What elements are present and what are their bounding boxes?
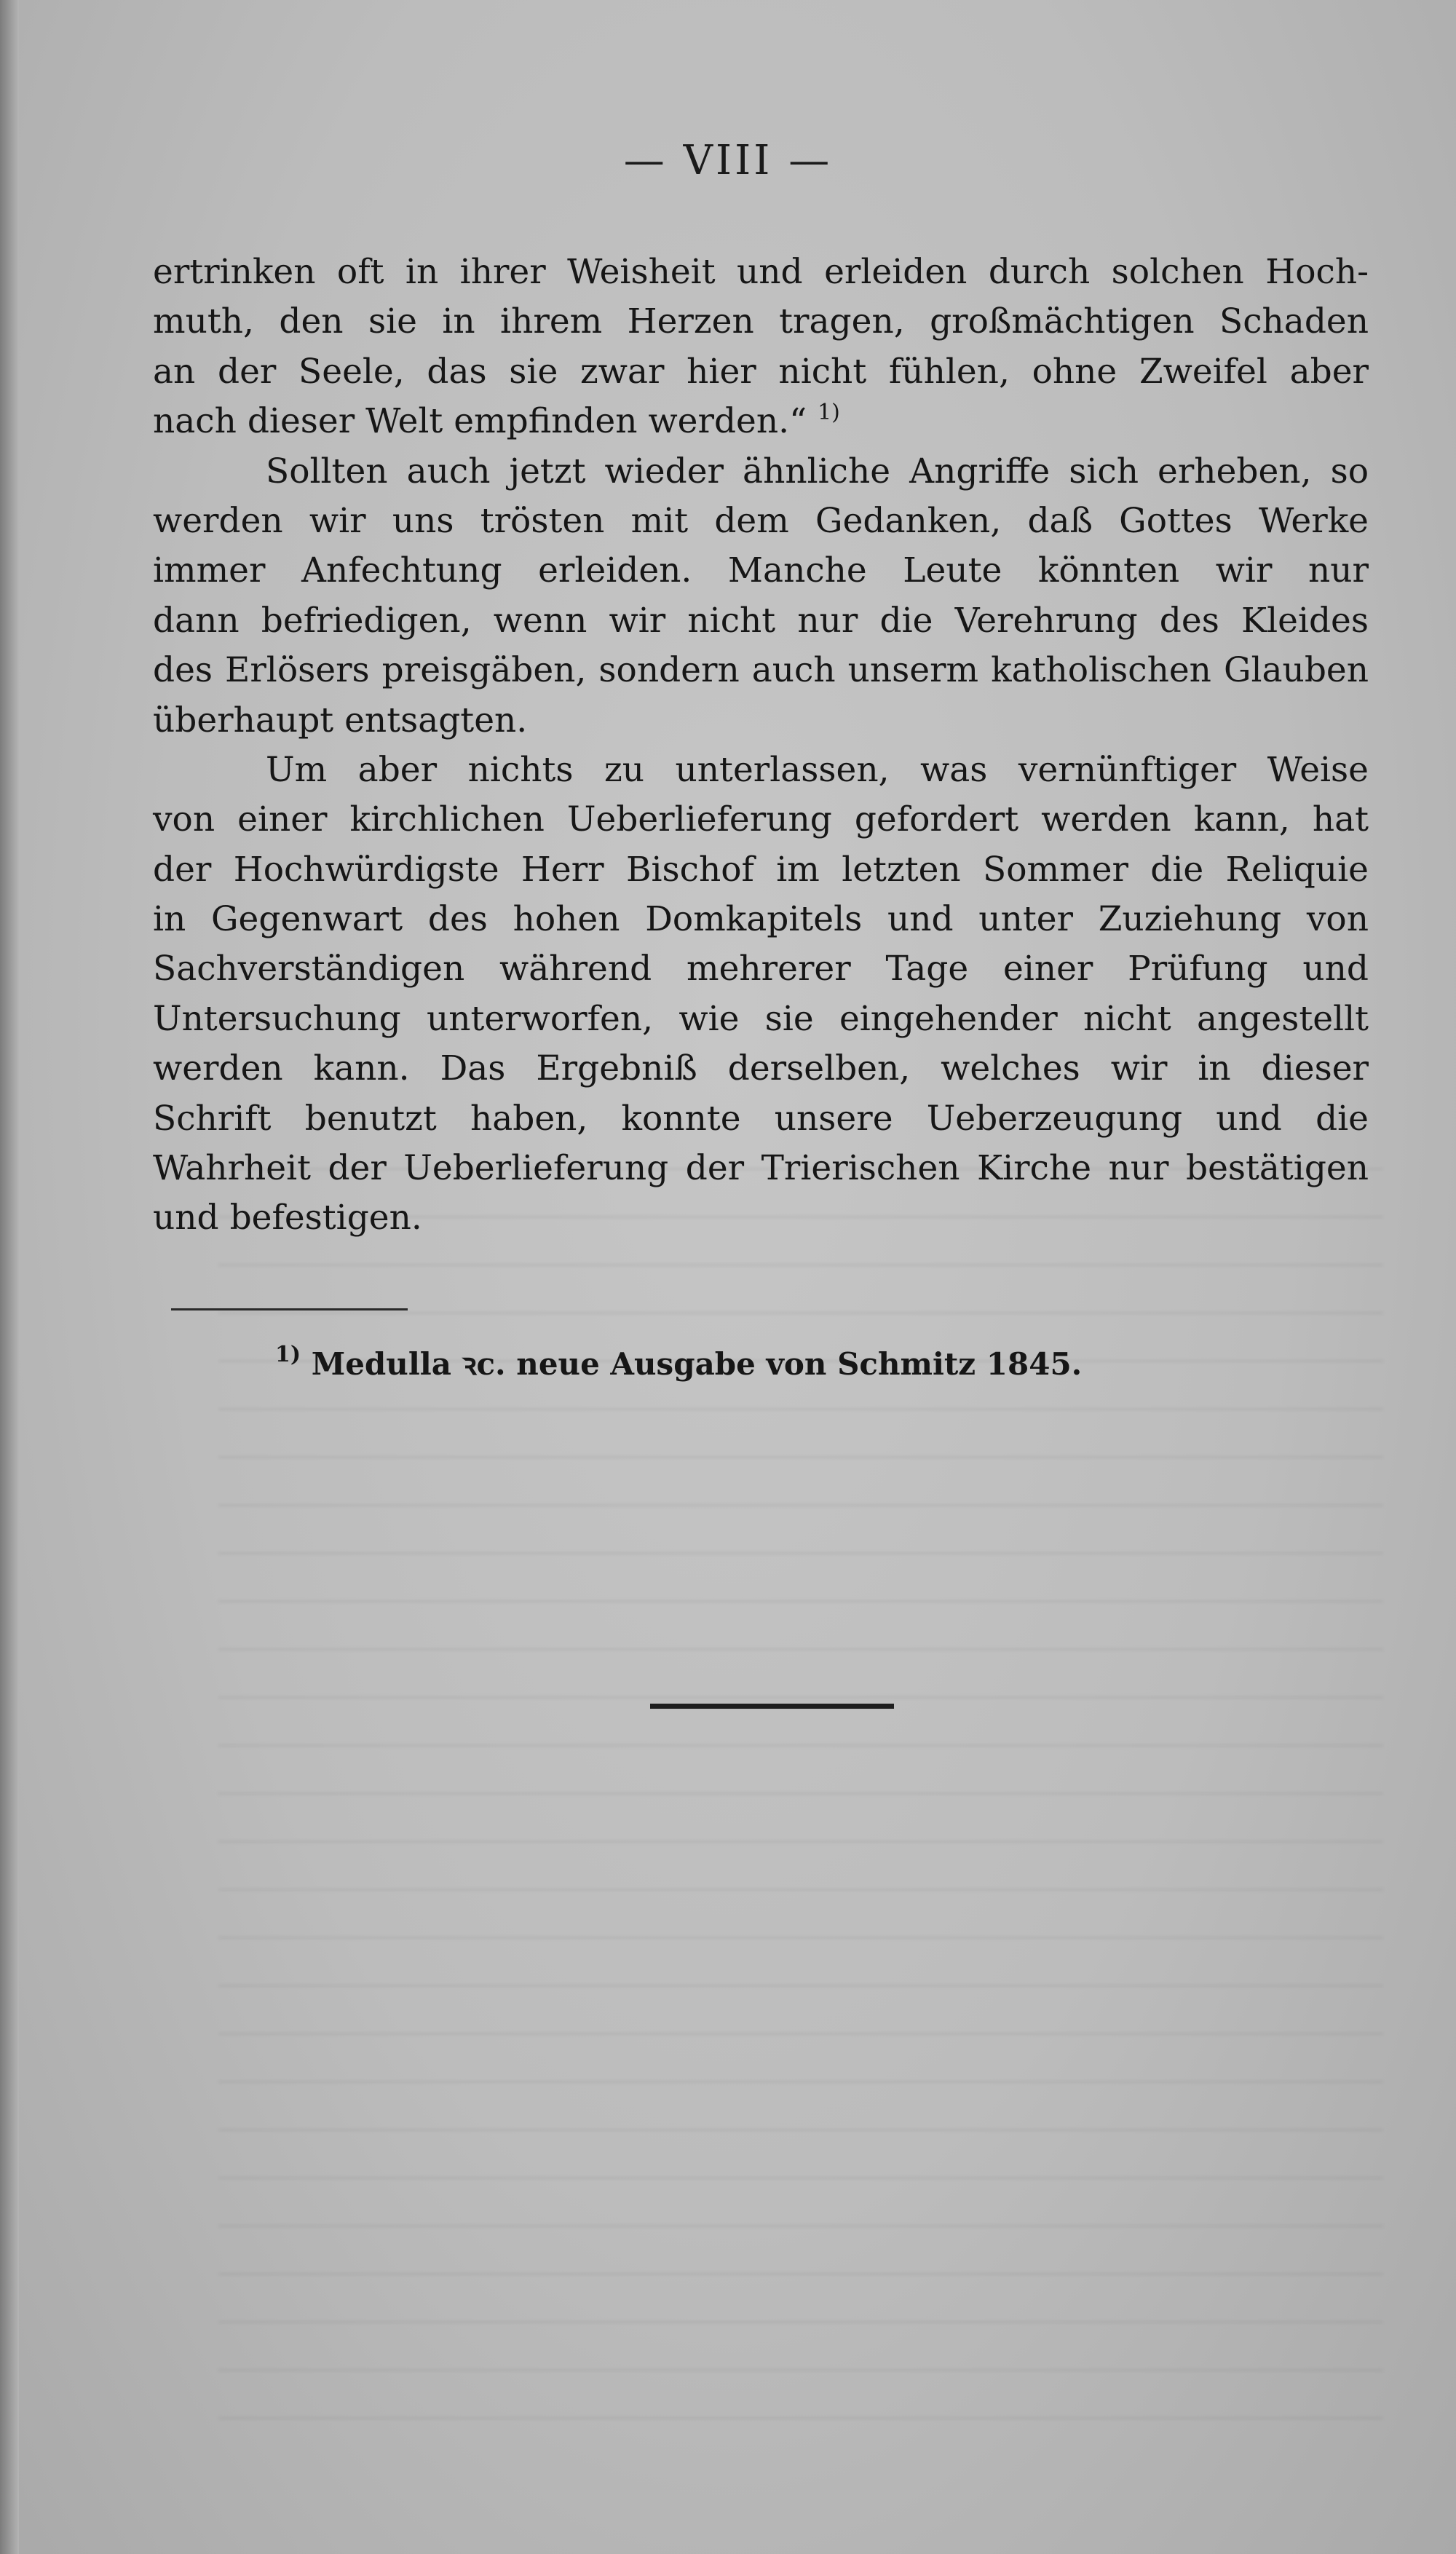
text-line: in Gegenwart des hohen Domkapitels und unter Zuziehung von — [153, 899, 1369, 940]
text-line: dann befriedigen, wenn wir nicht nur die Verehrung des Kleides — [153, 600, 1369, 641]
text-line: muth, den sie in ihrem Herzen tragen, großmächtigen Schaden — [153, 301, 1369, 342]
text-line: werden kann. Das Ergebniß derselben, welches wir in dieser — [153, 1048, 1369, 1089]
footnote-text: Medulla ꝛc. neue Ausgabe von Schmitz 1845. — [311, 1346, 1083, 1382]
text-line: der Hochwürdigste Herr Bischof im letzten Sommer die Reliquie — [153, 849, 1369, 890]
text-line: überhaupt entsagten. — [153, 700, 528, 740]
text-line: des Erlösers preisgäben, sondern auch unserm katholischen Glauben — [153, 650, 1369, 691]
page-number: — VIII — — [623, 137, 833, 184]
page-edge-shadow — [0, 0, 19, 2554]
text-line: ertrinken oft in ihrer Weisheit und erleiden durch solchen Hoch- — [153, 252, 1369, 292]
text-line: an der Seele, das sie zwar hier nicht fühlen, ohne Zweifel aber — [153, 351, 1369, 392]
bleed-through-texture — [218, 1136, 1383, 2446]
footnote-divider — [171, 1308, 408, 1310]
text-line-content: nach dieser Welt empfinden werden.“ — [153, 401, 807, 442]
footnote-reference: 1) — [818, 400, 840, 426]
body-text — [153, 248, 1369, 1244]
text-line — [153, 397, 1369, 446]
footnote — [275, 1343, 1082, 1384]
text-line: Untersuchung unterworfen, wie sie eingehender nicht angestellt — [153, 998, 1369, 1039]
text-line: immer Anfechtung erleiden. Manche Leute könnten wir nur — [153, 550, 1369, 591]
text-line: und befestigen. — [153, 1198, 422, 1238]
footnote-marker: 1) — [275, 1342, 301, 1367]
text-line: Wahrheit der Ueberlieferung der Trierischen Kirche nur bestätigen — [153, 1148, 1369, 1189]
text-line: Um aber nichts zu unterlassen, was vernünftiger Weise — [266, 749, 1369, 790]
text-line: Sollten auch jetzt wieder ähnliche Angriffe sich erheben, so — [266, 451, 1369, 491]
text-line: werden wir uns trösten mit dem Gedanken, daß Gottes Werke — [153, 500, 1369, 541]
end-rule — [650, 1704, 894, 1709]
text-line: Schrift benutzt haben, konnte unsere Ueberzeugung und die — [153, 1098, 1369, 1139]
text-line: Sachverständigen während mehrerer Tage einer Prüfung und — [153, 949, 1369, 989]
text-line: von einer kirchlichen Ueberlieferung gefordert werden kann, hat — [153, 799, 1369, 840]
